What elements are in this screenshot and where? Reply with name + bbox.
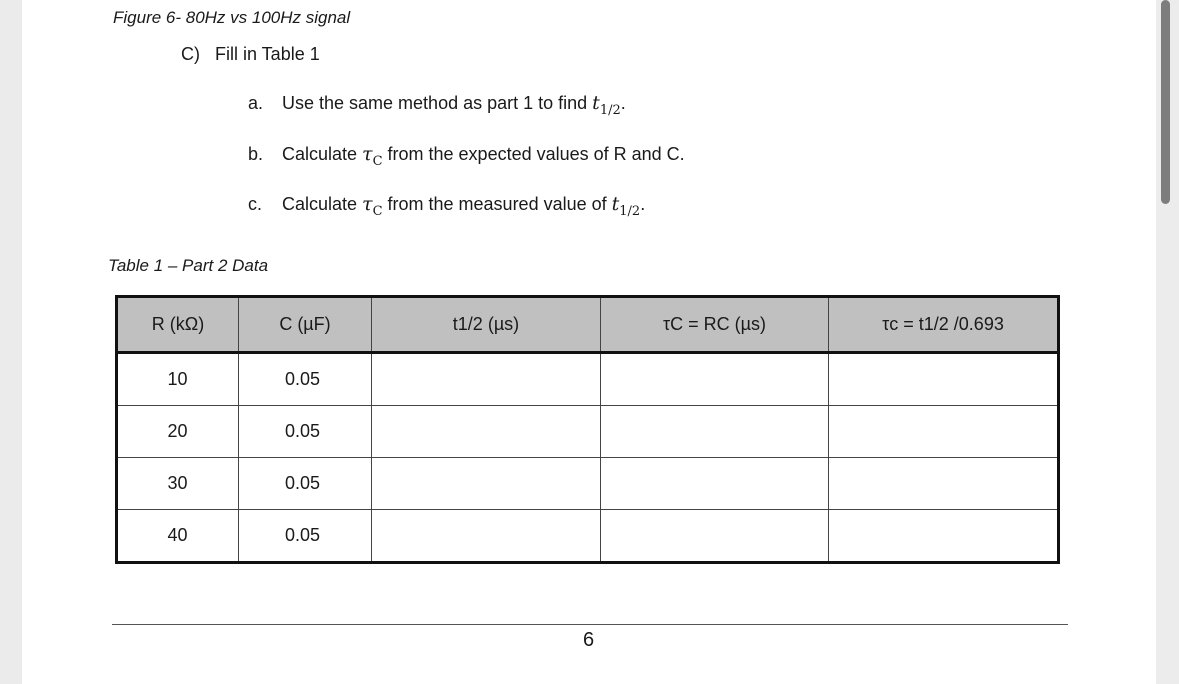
cell-tau-rc[interactable] (601, 510, 829, 563)
scrollbar-thumb[interactable] (1161, 0, 1170, 204)
math-tau-c: $\tau_C$ (362, 193, 383, 219)
list-item-label: b. (248, 144, 264, 164)
table-row (117, 458, 1059, 510)
cell-r: 20 (117, 406, 239, 458)
cell-tau-rc[interactable] (601, 458, 829, 510)
section-text: Fill in Table 1 (215, 44, 320, 64)
page-number: 6 (583, 629, 595, 651)
cell-t-half[interactable] (372, 353, 601, 406)
cell-c: 0.05 (239, 406, 372, 458)
math-t-half: $t_{1/2}$ (611, 193, 641, 219)
cell-t-half[interactable] (372, 510, 601, 563)
column-header-t-half: t1/2 (µs) (372, 297, 601, 353)
cell-r: 30 (117, 458, 239, 510)
table-row (117, 510, 1059, 563)
cell-c: 0.05 (239, 510, 372, 563)
list-item-text-mid: from the measured value of (382, 194, 612, 214)
list-item-label: c. (248, 194, 263, 214)
list-item-text-end: . (620, 93, 626, 113)
cell-tau-rc[interactable] (601, 406, 829, 458)
cell-t-half[interactable] (372, 458, 601, 510)
cell-tau-measured[interactable] (829, 458, 1059, 510)
table-row (117, 406, 1059, 458)
section-heading (181, 44, 320, 65)
table-caption: Table 1 – Part 2 Data (108, 256, 269, 275)
list-item-text: Calculate (282, 194, 363, 214)
section-label: C) (181, 44, 200, 64)
list-item-b (248, 143, 685, 169)
list-item-c (248, 193, 645, 219)
cell-c: 0.05 (239, 353, 372, 406)
footer-divider (112, 624, 1068, 625)
column-header-tau-rc: τC = RC (µs) (601, 297, 829, 353)
cell-t-half[interactable] (372, 406, 601, 458)
column-header-c: C (µF) (239, 297, 372, 353)
list-item-label: a. (248, 93, 264, 113)
cell-r: 10 (117, 353, 239, 406)
figure-caption: Figure 6- 80Hz vs 100Hz signal (113, 8, 351, 27)
data-table (115, 295, 1060, 564)
list-item-text: Use the same method as part 1 to find (282, 93, 593, 113)
table-header-row (117, 297, 1059, 353)
math-tau-c: $\tau_C$ (362, 143, 383, 169)
cell-c: 0.05 (239, 458, 372, 510)
column-header-tau-measured: τc = t1/2 /0.693 (829, 297, 1059, 353)
table-row (117, 353, 1059, 406)
cell-tau-measured[interactable] (829, 406, 1059, 458)
math-t-half: $t_{1/2}$ (592, 92, 621, 118)
list-item-text-end: . (640, 194, 646, 214)
left-gutter (0, 0, 22, 684)
list-item-a (248, 92, 626, 118)
list-item-text: Calculate (282, 144, 363, 164)
cell-tau-measured[interactable] (829, 353, 1059, 406)
cell-tau-measured[interactable] (829, 510, 1059, 563)
cell-r: 40 (117, 510, 239, 563)
column-header-r: R (kΩ) (117, 297, 239, 353)
cell-tau-rc[interactable] (601, 353, 829, 406)
list-item-text-end: from the expected values of R and C. (382, 144, 685, 164)
